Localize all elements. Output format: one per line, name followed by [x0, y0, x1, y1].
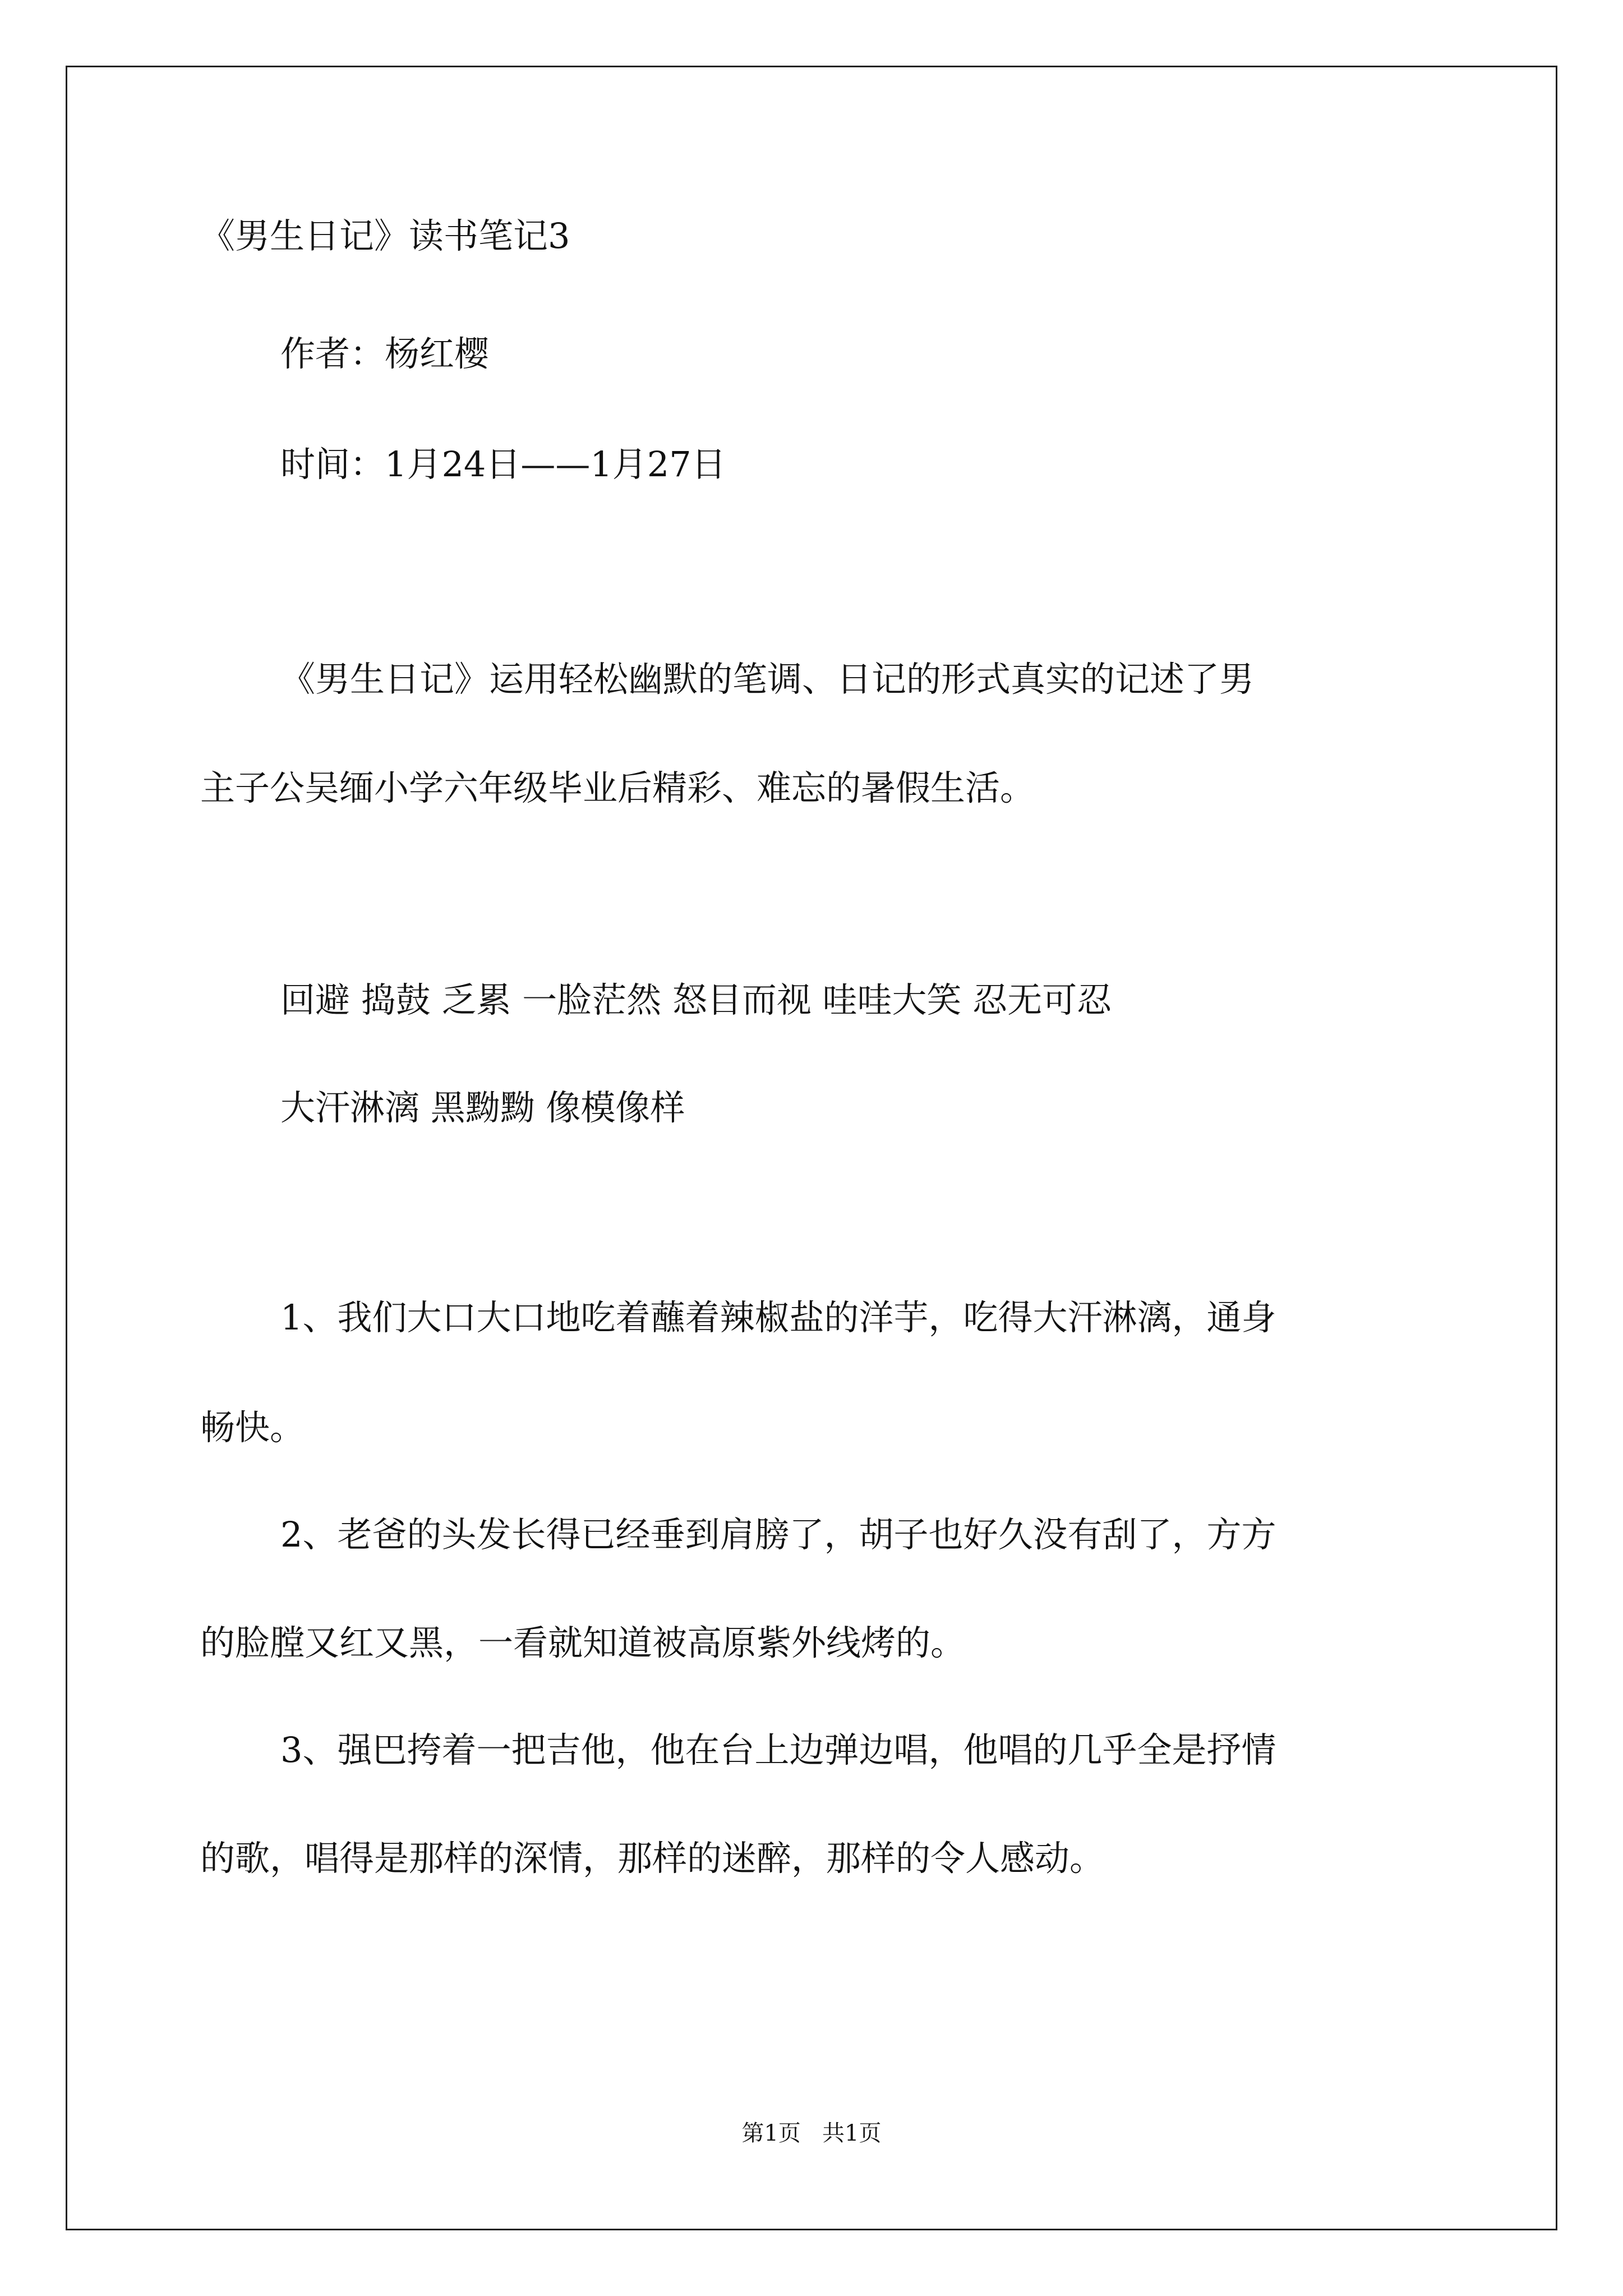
vocabulary-line-1: 回避 捣鼓 乏累 一脸茫然 怒目而视 哇哇大笑 忍无可忍: [280, 979, 1112, 1020]
sentence-3-line-1: 3、强巴挎着一把吉他，他在台上边弹边唱，他唱的几乎全是抒情: [280, 1729, 1276, 1770]
document-title: 《男生日记》读书笔记3: [200, 215, 570, 256]
sentence-1-line-1: 1、我们大口大口地吃着蘸着辣椒盐的洋芋，吃得大汗淋漓，通身: [280, 1297, 1276, 1338]
page-footer: 第1页 共1页: [741, 2120, 882, 2146]
sentence-2-line-2: 的脸膛又红又黑，一看就知道被高原紫外线烤的。: [200, 1622, 966, 1663]
page-border: [66, 66, 1557, 2230]
sentence-1-line-2: 畅快。: [200, 1407, 305, 1448]
summary-line-2: 主子公吴缅小学六年级毕业后精彩、难忘的暑假生活。: [200, 767, 1035, 808]
author-line: 作者：杨红樱: [280, 333, 490, 374]
time-line: 时间：1月24日——1月27日: [280, 444, 726, 485]
sentence-3-line-2: 的歌，唱得是那样的深情，那样的迷醉，那样的令人感动。: [200, 1838, 1105, 1879]
vocabulary-line-2: 大汗淋漓 黑黝黝 像模像样: [280, 1087, 685, 1128]
sentence-2-line-1: 2、老爸的头发长得已经垂到肩膀了，胡子也好久没有刮了，方方: [280, 1514, 1276, 1555]
summary-line-1: 《男生日记》运用轻松幽默的笔调、日记的形式真实的记述了男: [280, 659, 1255, 700]
